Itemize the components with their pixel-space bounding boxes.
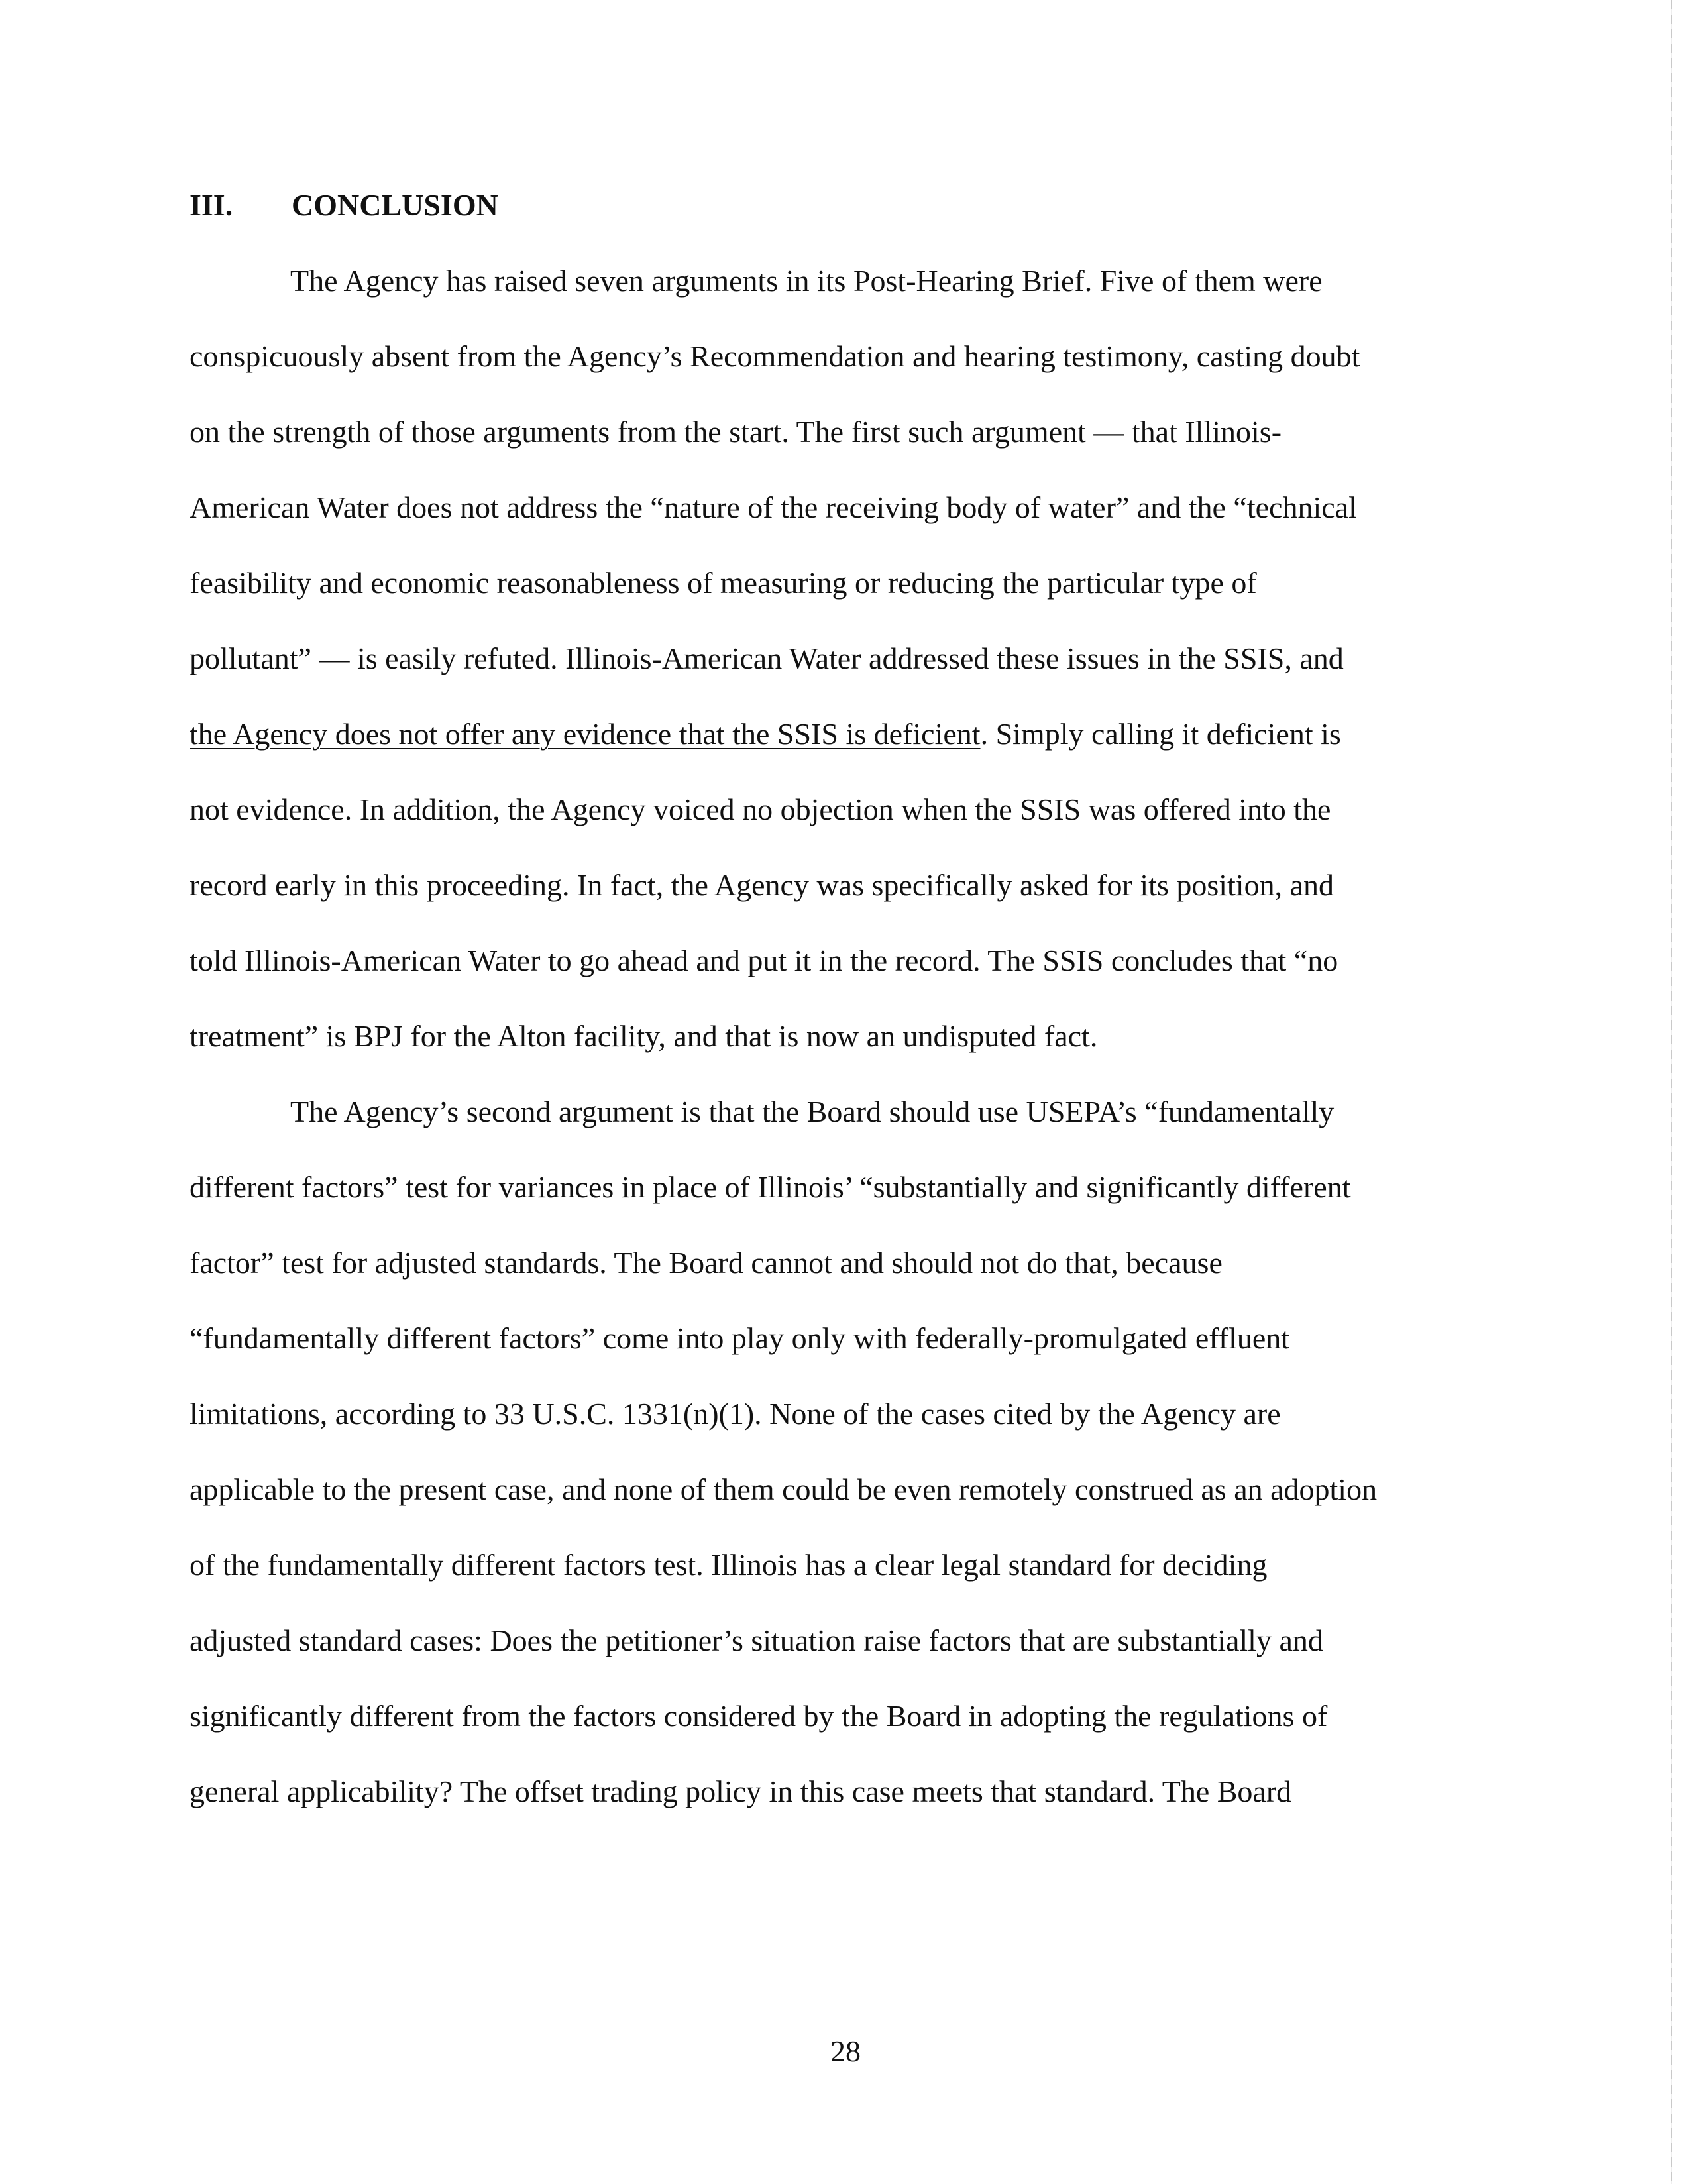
paragraph-line: different factors” test for variances in place of Illinois’ “substantially and significantly different	[190, 1170, 1351, 1204]
paragraph-line	[190, 714, 1341, 754]
paragraph-line: significantly different from the factors considered by the Board in adopting the regulations of	[190, 1699, 1328, 1733]
section-heading	[190, 186, 498, 225]
scan-edge-line	[1671, 0, 1672, 2184]
paragraph-line: of the fundamentally different factors test. Illinois has a clear legal standard for deciding	[190, 1548, 1268, 1582]
page-number: 28	[830, 2034, 861, 2068]
section-title: CONCLUSION	[292, 188, 498, 222]
paragraph-line: adjusted standard cases: Does the petitioner’s situation raise factors that are substantially and	[190, 1623, 1323, 1657]
paragraph-line: American Water does not address the “nature of the receiving body of water” and the “technical	[190, 490, 1357, 524]
paragraph-line: on the strength of those arguments from the start. The first such argument — that Illinois-	[190, 415, 1282, 449]
paragraph-line: general applicability? The offset trading policy in this case meets that standard. The Board	[190, 1774, 1292, 1808]
paragraph-line: feasibility and economic reasonableness of measuring or reducing the particular type of	[190, 566, 1257, 600]
paragraph-line: pollutant” — is easily refuted. Illinois-American Water addressed these issues in the SSIS, and	[190, 641, 1344, 675]
paragraph-line: not evidence. In addition, the Agency voiced no objection when the SSIS was offered into the	[190, 792, 1331, 826]
paragraph-line: limitations, according to 33 U.S.C. 1331(n)(1). None of the cases cited by the Agency are	[190, 1397, 1281, 1431]
section-number: III.	[190, 188, 233, 222]
paragraph-line: conspicuously absent from the Agency’s Recommendation and hearing testimony, casting doubt	[190, 339, 1360, 373]
paragraph-line: treatment” is BPJ for the Alton facility, and that is now an undisputed fact.	[190, 1019, 1098, 1053]
paragraph-line: record early in this proceeding. In fact, the Agency was specifically asked for its position, and	[190, 868, 1334, 902]
paragraph-line: told Illinois-American Water to go ahead and put it in the record. The SSIS concludes that “no	[190, 944, 1338, 977]
paragraph-line: The Agency has raised seven arguments in its Post-Hearing Brief. Five of them were	[290, 264, 1323, 298]
paragraph-line-tail: . Simply calling it deficient is	[980, 717, 1341, 751]
underlined-emphasis: the Agency does not offer any evidence that the SSIS is deficient	[190, 717, 981, 751]
paragraph-line: factor” test for adjusted standards. The Board cannot and should not do that, because	[190, 1246, 1223, 1280]
paragraph-line: The Agency’s second argument is that the Board should use USEPA’s “fundamentally	[290, 1095, 1335, 1128]
paragraph-line: applicable to the present case, and none of them could be even remotely construed as an adoption	[190, 1472, 1378, 1506]
paragraph-line: “fundamentally different factors” come into play only with federally-promulgated effluent	[190, 1321, 1290, 1355]
